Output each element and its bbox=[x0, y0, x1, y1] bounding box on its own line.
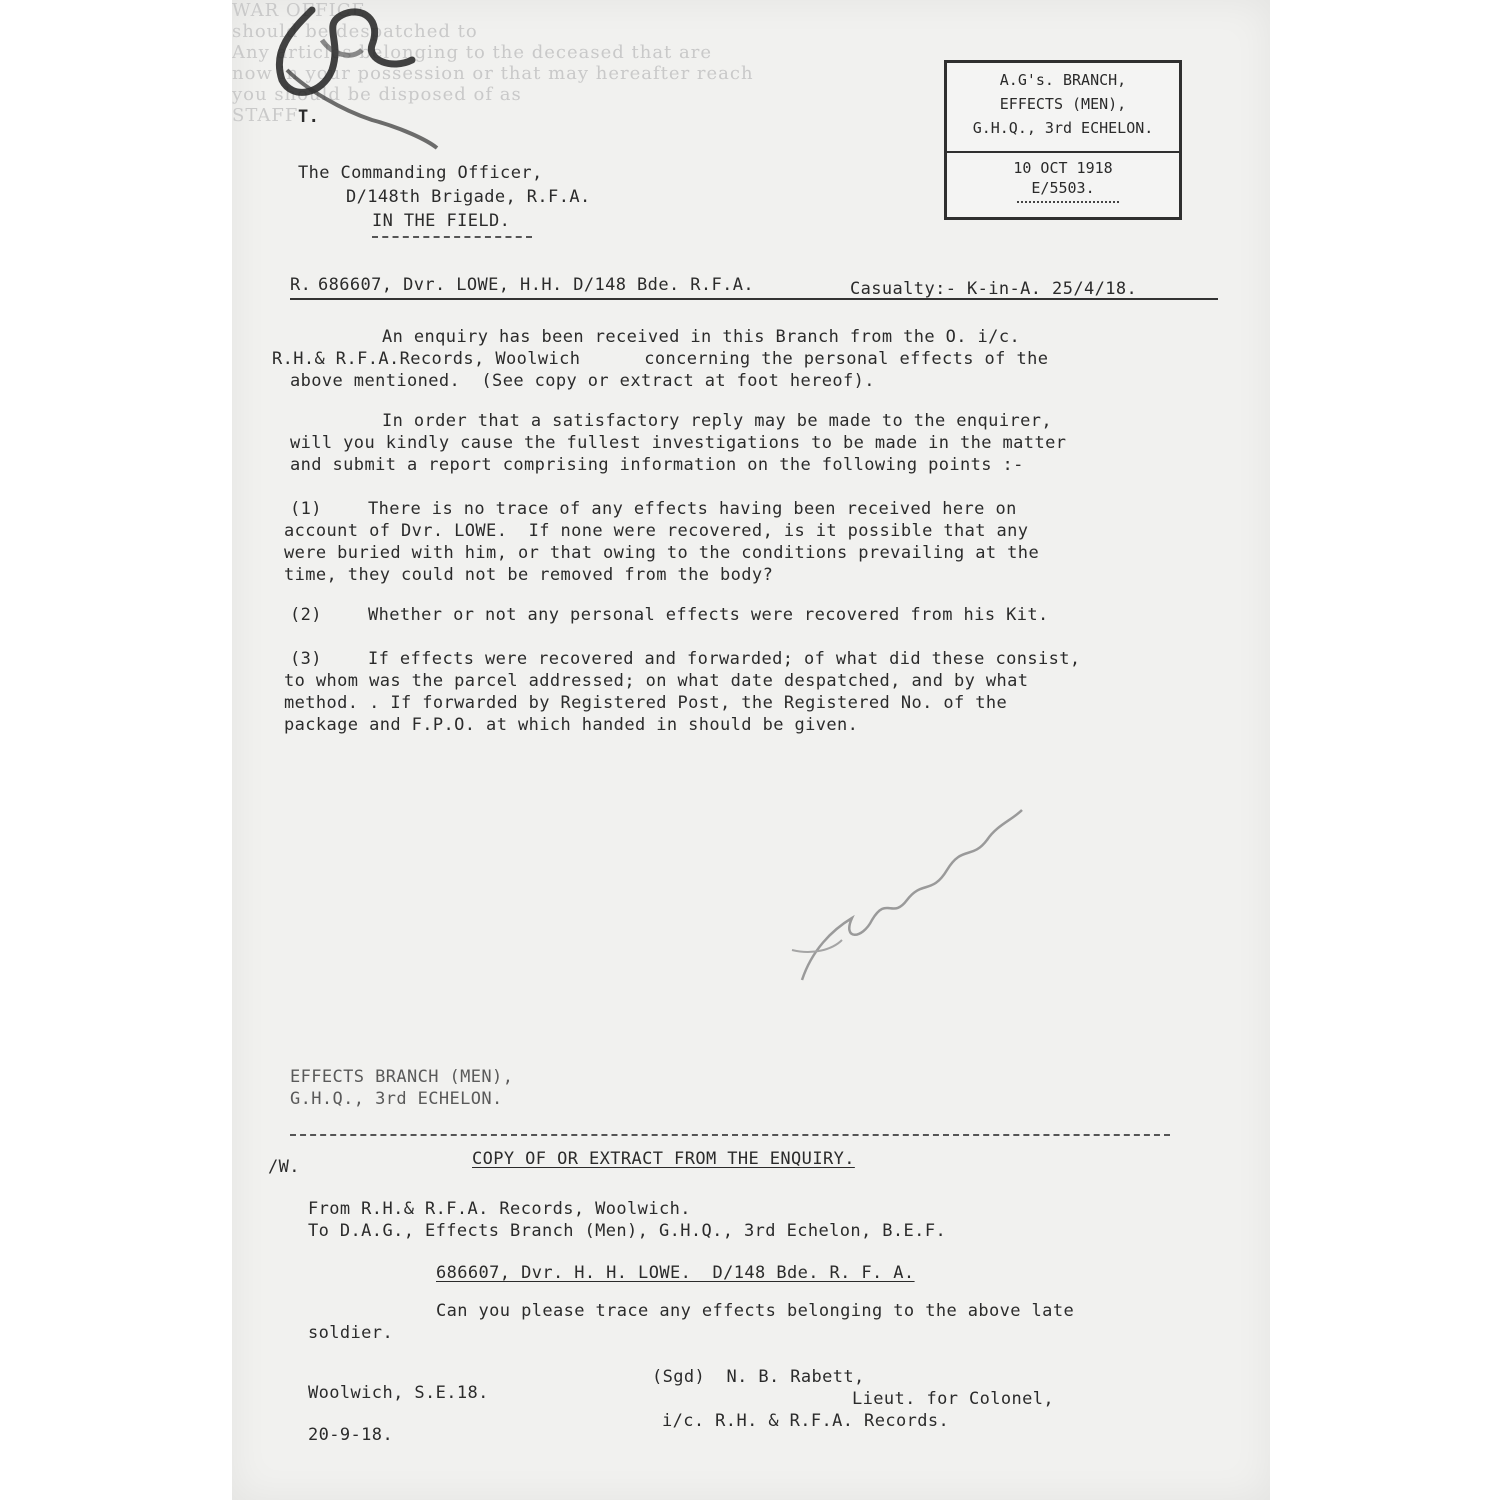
para2-line-2: will you kindly cause the fullest investigations to be made in the matter bbox=[290, 433, 1067, 453]
scanned-document bbox=[232, 0, 1270, 1500]
ghost-text-staff: STAFF bbox=[232, 105, 299, 126]
ghost-text-lower-3: you should be disposed of as bbox=[232, 84, 522, 105]
copy-place: Woolwich, S.E.18. bbox=[308, 1383, 489, 1403]
point-3-line-4: package and F.P.O. at which handed in should be given. bbox=[284, 715, 859, 735]
copy-text-line-1: Can you please trace any effects belonging to the above late bbox=[436, 1301, 1075, 1321]
copy-text-line-2: soldier. bbox=[308, 1323, 394, 1343]
ink-blot-mark bbox=[252, 0, 452, 150]
signature-block-line-2: G.H.Q., 3rd ECHELON. bbox=[290, 1089, 503, 1109]
stamp-dotted-line bbox=[1017, 201, 1119, 203]
addressee-line-3: IN THE FIELD. bbox=[372, 211, 511, 231]
copy-mark: /W. bbox=[268, 1157, 300, 1177]
addressee-line-1: The Commanding Officer, bbox=[298, 163, 543, 183]
subject-soldier: 686607, Dvr. LOWE, H.H. D/148 Bde. R.F.A. bbox=[318, 275, 755, 295]
point-3-line-3: method. . If forwarded by Registered Post, the Registered No. of the bbox=[284, 693, 1008, 713]
copy-heading: COPY OF OR EXTRACT FROM THE ENQUIRY. bbox=[472, 1149, 855, 1169]
stamp-line-1: A.G's. BRANCH, bbox=[999, 71, 1127, 89]
ghost-text-lower-2: now in your possession or that may hereafter reach bbox=[232, 63, 754, 84]
received-stamp bbox=[944, 60, 1182, 220]
subject-prefix: R. bbox=[290, 275, 312, 295]
point-3-line-2: to whom was the parcel addressed; on what date despatched, and by what bbox=[284, 671, 1029, 691]
copy-from: From R.H.& R.F.A. Records, Woolwich. bbox=[308, 1199, 691, 1219]
ghost-text-lower-1: Any articles belonging to the deceased that are bbox=[232, 42, 713, 63]
copy-to: To D.A.G., Effects Branch (Men), G.H.Q., 3rd Echelon, B.E.F. bbox=[308, 1221, 947, 1241]
copy-subject: 686607, Dvr. H. H. LOWE. D/148 Bde. R. F. A. bbox=[436, 1263, 915, 1283]
addressee-line-2: D/148th Brigade, R.F.A. bbox=[346, 187, 591, 207]
copy-date: 20-9-18. bbox=[308, 1425, 394, 1445]
point-1-line-3: were buried with him, or that owing to the conditions prevailing at the bbox=[284, 543, 1040, 563]
stamp-line-2: EFFECTS (MEN), bbox=[999, 95, 1127, 113]
point-1-number: (1) bbox=[290, 499, 322, 519]
subject-underline bbox=[290, 298, 1218, 300]
point-2-number: (2) bbox=[290, 605, 322, 625]
para2-line-1: In order that a satisfactory reply may be made to the enquirer, bbox=[382, 411, 1052, 431]
point-1-line-2: account of Dvr. LOWE. If none were recovered, is it possible that any bbox=[284, 521, 1029, 541]
point-2-line-1: Whether or not any personal effects were recovered from his Kit. bbox=[368, 605, 1049, 625]
addressee-underline bbox=[372, 236, 532, 238]
file-reference: T. bbox=[298, 107, 320, 127]
stamp-line-3: G.H.Q., 3rd ECHELON. bbox=[972, 119, 1154, 137]
para1-line-1: An enquiry has been received in this Branch from the O. i/c. bbox=[382, 327, 1021, 347]
subject-casualty: Casualty:- K-in-A. 25/4/18. bbox=[850, 279, 1138, 299]
point-3-number: (3) bbox=[290, 649, 322, 669]
signed-line-1: (Sgd) N. B. Rabett, bbox=[652, 1367, 865, 1387]
point-1-line-1: There is no trace of any effects having been received here on bbox=[368, 499, 1017, 519]
point-3-line-1: If effects were recovered and forwarded; of what did these consist, bbox=[368, 649, 1081, 669]
stamp-date: 10 OCT 1918 bbox=[1013, 159, 1113, 177]
stamp-number: E/5503. bbox=[1031, 179, 1095, 197]
stamp-divider bbox=[947, 151, 1179, 153]
signed-line-2: Lieut. for Colonel, bbox=[852, 1389, 1055, 1409]
signed-line-3: i/c. R.H. & R.F.A. Records. bbox=[662, 1411, 950, 1431]
copy-separator bbox=[290, 1134, 1170, 1136]
para2-line-3: and submit a report comprising information on the following points :- bbox=[290, 455, 1024, 475]
point-1-line-4: time, they could not be removed from the body? bbox=[284, 565, 774, 585]
para1-line-3: above mentioned. (See copy or extract at foot hereof). bbox=[290, 371, 875, 391]
signature-block-line-1: EFFECTS BRANCH (MEN), bbox=[290, 1067, 514, 1087]
ghost-text-top: WAR OFFICE bbox=[232, 0, 366, 21]
handwritten-signature bbox=[772, 800, 1032, 990]
para1-line-2: R.H.& R.F.A.Records, Woolwich concerning the personal effects of the bbox=[272, 349, 1049, 369]
ghost-text-middle: should be despatched to bbox=[232, 21, 478, 42]
